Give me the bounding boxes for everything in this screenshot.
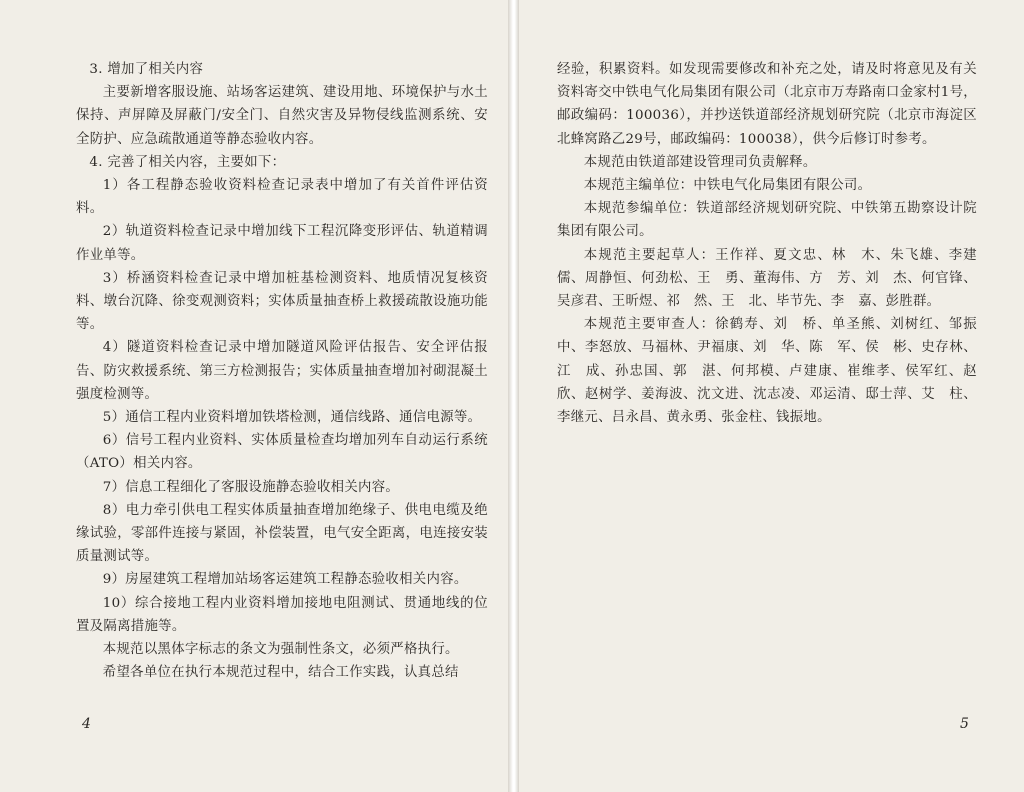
book-gutter — [508, 0, 519, 792]
page-number: 4 — [82, 716, 91, 732]
left-page — [0, 0, 508, 792]
list-item: 3）桥涵资料检查记录中增加桩基检测资料、地质情况复核资料、墩台沉降、徐变观测资料；实体质量抽查桥上救援疏散设施功能等。 — [76, 270, 488, 333]
list-item: 7）信息工程细化了客服设施静态验收相关内容。 — [102, 479, 400, 495]
right-page-body — [557, 58, 991, 429]
reviewers-list: 本规范主要审查人：徐鹤寿、刘 桥、单圣熊、刘树红、邹振中、李怒放、马福林、尹福康、刘 华、陈 军、侯 彬、史存林、江 成、孙忠国、郭 湛、何邦模、卢建康、崔维孝、侯军红、赵 欣、赵树学、姜海波、沈文进、沈志凌、邓运清、邸士萍、艾 柱、李继元、吕永昌、黄永勇、张金柱、钱振地。 — [557, 317, 991, 426]
right-page — [519, 0, 1024, 792]
paragraph: 本规范由铁道部建设管理司负责解释。 — [583, 154, 817, 170]
list-item: 10）综合接地工程内业资料增加接地电阻测试、贯通地线的位置及隔离措施等。 — [76, 595, 488, 634]
paragraph: 本规范主编单位：中铁电气化局集团有限公司。 — [583, 178, 872, 194]
section-heading-added-content: 3. 增加了相关内容 — [89, 62, 204, 77]
list-item: 2）轨道资料检查记录中增加线下工程沉降变形评估、轨道精调作业单等。 — [76, 224, 488, 263]
list-item: 9）房屋建筑工程增加站场客运建筑工程静态验收相关内容。 — [102, 572, 468, 588]
list-item: 8）电力牵引供电工程实体质量抽查增加绝缘子、供电电缆及绝缘试验，零部件连接与紧固，补偿装置，电气安全距离，电连接安装质量测试等。 — [76, 502, 488, 565]
paragraph-continued: 经验，积累资料。如发现需要修改和补充之处，请及时将意见及有关资料寄交中铁电气化局集团有限公司（北京市万寿路南口金家村1号，邮政编码：100036），并抄送铁道部经济规划研究院（北京市海淀区北蜂窝路乙29号，邮政编码：100038），供今后修订时参考。 — [557, 62, 977, 147]
list-item: 1）各工程静态验收资料检查记录表中增加了有关首件评估资料。 — [76, 178, 488, 217]
paragraph: 主要新增客服设施、站场客运建筑、建设用地、环境保护与水土保持、声屏障及屏蔽门/安全门、自然灾害及异物侵线监测系统、安全防护、应急疏散通道等静态验收内容。 — [76, 85, 488, 147]
paragraph: 希望各单位在执行本规范过程中，结合工作实践，认真总结 — [102, 665, 459, 681]
list-item: 6）信号工程内业资料、实体质量检查均增加列车自动运行系统（ATO）相关内容。 — [76, 433, 488, 472]
left-page-body — [76, 58, 488, 684]
paragraph: 本规范以黑体字标志的条文为强制性条文，必须严格执行。 — [102, 642, 459, 658]
section-heading-improved-content: 4. 完善了相关内容，主要如下： — [89, 154, 286, 170]
page-number: 5 — [960, 716, 969, 732]
drafters-list: 本规范主要起草人：王作祥、夏文忠、林 木、朱飞雄、李建儒、周静恒、何劲松、王 勇、董海伟、方 芳、刘 杰、何官锋、吴彦君、王昕煜、祁 然、王 北、毕节先、李 嘉、彭胜群。 — [557, 247, 977, 310]
list-item: 4）隧道资料检查记录中增加隧道风险评估报告、安全评估报告、防灾救援系统、第三方检测报告；实体质量抽查增加衬砌混凝土强度检测等。 — [76, 340, 488, 402]
paragraph: 本规范参编单位：铁道部经济规划研究院、中铁第五勘察设计院集团有限公司。 — [557, 201, 977, 240]
list-item: 5）通信工程内业资料增加铁塔检测，通信线路、通信电源等。 — [102, 410, 482, 426]
